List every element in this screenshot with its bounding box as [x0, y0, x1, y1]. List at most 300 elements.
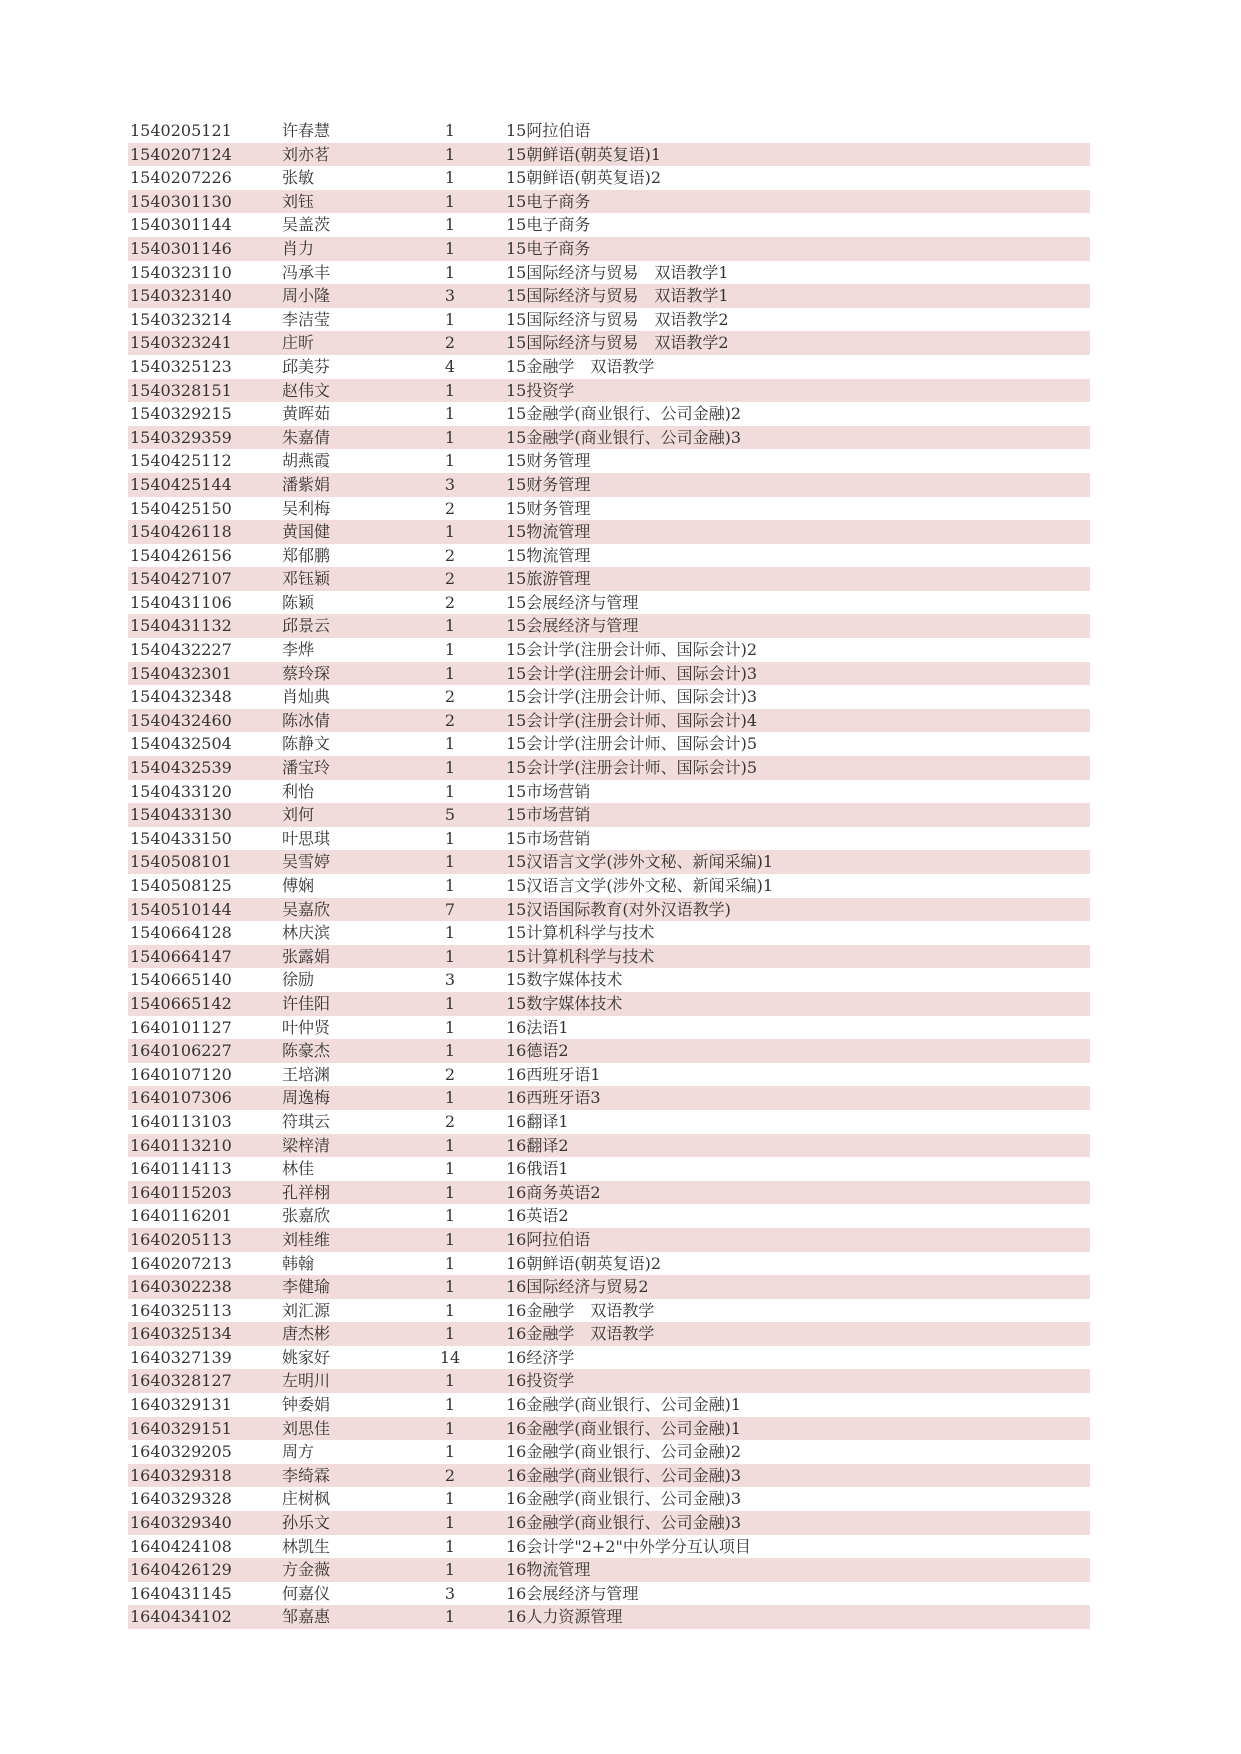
table-row: [128, 355, 1090, 379]
class-name-cell: 15汉语言文学(涉外文秘、新闻采编)1: [506, 852, 774, 872]
table-row: [128, 331, 1090, 355]
count-cell: 1: [444, 1607, 456, 1627]
count-cell: 1: [444, 852, 456, 872]
table-row: [128, 709, 1090, 733]
student-name-cell: 张露娟: [282, 946, 331, 966]
table-row: [128, 284, 1090, 308]
class-name-cell: 16法语1: [506, 1017, 569, 1037]
student-id-cell: 1540433150: [130, 828, 232, 848]
class-name-cell: 16英语2: [506, 1206, 569, 1226]
count-cell: 1: [444, 168, 456, 188]
table-row: [128, 638, 1090, 662]
table-row: [128, 119, 1090, 143]
student-name-cell: 陈颖: [282, 592, 315, 612]
count-cell: 3: [444, 970, 456, 990]
class-name-cell: 15物流管理: [506, 522, 591, 542]
table-row: [128, 1039, 1090, 1063]
class-name-cell: 15电子商务: [506, 238, 591, 258]
student-name-cell: 刘钰: [282, 191, 315, 211]
student-name-cell: 刘桂维: [282, 1229, 331, 1249]
student-name-cell: 李健瑜: [282, 1277, 331, 1297]
count-cell: 1: [444, 781, 456, 801]
class-name-cell: 15电子商务: [506, 215, 591, 235]
student-name-cell: 唐杰彬: [282, 1324, 331, 1344]
student-id-cell: 1540325123: [130, 356, 232, 376]
count-cell: 1: [444, 828, 456, 848]
table-row: [128, 520, 1090, 544]
count-cell: 1: [444, 616, 456, 636]
table-row: [128, 261, 1090, 285]
count-cell: 1: [444, 1300, 456, 1320]
count-cell: 2: [444, 710, 456, 730]
class-name-cell: 16金融学(商业银行、公司金融)2: [506, 1442, 742, 1462]
table-row: [128, 166, 1090, 190]
class-name-cell: 15金融学(商业银行、公司金融)2: [506, 404, 742, 424]
class-name-cell: 15金融学(商业银行、公司金融)3: [506, 427, 742, 447]
count-cell: 1: [444, 923, 456, 943]
student-id-cell: 1540665142: [130, 993, 232, 1013]
class-name-cell: 15财务管理: [506, 451, 591, 471]
table-row: [128, 685, 1090, 709]
count-cell: 2: [444, 1465, 456, 1485]
student-id-cell: 1640329318: [130, 1465, 232, 1485]
table-row: [128, 1299, 1090, 1323]
class-name-cell: 15会展经济与管理: [506, 592, 639, 612]
count-cell: 1: [444, 1017, 456, 1037]
class-name-cell: 16物流管理: [506, 1560, 591, 1580]
student-id-cell: 1640302238: [130, 1277, 232, 1297]
student-id-cell: 1640329340: [130, 1513, 232, 1533]
class-name-cell: 15朝鲜语(朝英复语)2: [506, 168, 662, 188]
student-name-cell: 潘紫娟: [282, 474, 331, 494]
class-name-cell: 15数字媒体技术: [506, 970, 623, 990]
table-row: [128, 1086, 1090, 1110]
class-name-cell: 15财务管理: [506, 474, 591, 494]
student-id-cell: 1640107306: [130, 1088, 232, 1108]
class-name-cell: 16翻译1: [506, 1111, 569, 1131]
table-row: [128, 379, 1090, 403]
table-row: [128, 1228, 1090, 1252]
student-name-cell: 肖灿典: [282, 687, 331, 707]
student-id-cell: 1540432460: [130, 710, 232, 730]
student-id-cell: 1540427107: [130, 569, 232, 589]
table-row: [128, 308, 1090, 332]
class-name-cell: 16会展经济与管理: [506, 1583, 639, 1603]
table-row: [128, 1558, 1090, 1582]
count-cell: 1: [444, 1536, 456, 1556]
student-id-cell: 1540323110: [130, 262, 232, 282]
student-name-cell: 钟委娟: [282, 1395, 331, 1415]
student-name-cell: 傅娴: [282, 876, 315, 895]
student-id-cell: 1540301144: [130, 215, 232, 235]
table-row: [128, 1582, 1090, 1606]
student-name-cell: 王培渊: [282, 1064, 331, 1084]
student-name-cell: 梁梓清: [282, 1135, 331, 1155]
count-cell: 1: [444, 1229, 456, 1249]
student-name-cell: 吴嘉欣: [282, 899, 331, 919]
count-cell: 1: [444, 1253, 456, 1273]
count-cell: 1: [444, 451, 456, 471]
table-row: [128, 992, 1090, 1016]
student-id-cell: 1540432504: [130, 734, 232, 754]
class-name-cell: 16金融学(商业银行、公司金融)1: [506, 1395, 742, 1415]
student-name-cell: 蔡玲琛: [282, 663, 331, 683]
table-row: [128, 1417, 1090, 1441]
count-cell: 5: [444, 805, 456, 825]
table-row: [128, 874, 1090, 898]
table-row: [128, 732, 1090, 756]
class-name-cell: 16会计学"2+2"中外学分互认项目: [506, 1536, 751, 1556]
table-row: [128, 898, 1090, 922]
table-row: [128, 1440, 1090, 1464]
table-row: [128, 1181, 1090, 1205]
count-cell: 1: [444, 144, 456, 164]
class-name-cell: 15财务管理: [506, 498, 591, 518]
student-id-cell: 1640431145: [130, 1583, 232, 1603]
class-name-cell: 15汉语言文学(涉外文秘、新闻采编)1: [506, 876, 774, 895]
count-cell: 1: [444, 1489, 456, 1509]
class-name-cell: 16翻译2: [506, 1135, 569, 1155]
class-name-cell: 15物流管理: [506, 545, 591, 565]
student-name-cell: 何嘉仪: [282, 1583, 331, 1603]
count-cell: 1: [444, 427, 456, 447]
table-row: [128, 544, 1090, 568]
student-id-cell: 1640424108: [130, 1536, 232, 1556]
student-id-cell: 1640207213: [130, 1253, 232, 1273]
class-name-cell: 15旅游管理: [506, 569, 591, 589]
count-cell: 1: [444, 1560, 456, 1580]
table-row: [128, 1322, 1090, 1346]
student-name-cell: 刘何: [282, 805, 315, 825]
class-name-cell: 15国际经济与贸易 双语教学1: [506, 262, 729, 282]
count-cell: 1: [444, 1159, 456, 1179]
student-name-cell: 邱美芬: [282, 356, 331, 376]
table-row: [128, 968, 1090, 992]
class-name-cell: 16俄语1: [506, 1159, 569, 1179]
count-cell: 3: [444, 1583, 456, 1603]
table-row: [128, 402, 1090, 426]
count-cell: 4: [444, 356, 456, 376]
class-name-cell: 15会计学(注册会计师、国际会计)5: [506, 758, 758, 778]
student-id-cell: 1540433120: [130, 781, 232, 801]
count-cell: 1: [444, 663, 456, 683]
class-name-cell: 16朝鲜语(朝英复语)2: [506, 1253, 662, 1273]
table-row: [128, 1204, 1090, 1228]
count-cell: 1: [444, 946, 456, 966]
count-cell: 1: [444, 1135, 456, 1155]
student-name-cell: 吴利梅: [282, 498, 331, 518]
class-name-cell: 16金融学(商业银行、公司金融)3: [506, 1489, 742, 1509]
table-row: [128, 756, 1090, 780]
student-id-cell: 1540664128: [130, 923, 232, 943]
student-id-cell: 1540301146: [130, 238, 232, 258]
student-name-cell: 林凯生: [282, 1536, 331, 1556]
class-name-cell: 16西班牙语3: [506, 1088, 601, 1108]
count-cell: 1: [444, 1324, 456, 1344]
student-name-cell: 黄晖茹: [282, 404, 331, 424]
student-name-cell: 陈冰倩: [282, 710, 331, 730]
table-row: [128, 1487, 1090, 1511]
student-name-cell: 刘亦茗: [282, 144, 331, 164]
table-row: [128, 1511, 1090, 1535]
student-id-cell: 1640114113: [130, 1159, 232, 1179]
count-cell: 1: [444, 1182, 456, 1202]
student-id-cell: 1540432539: [130, 758, 232, 778]
count-cell: 1: [444, 993, 456, 1013]
table-row: [128, 237, 1090, 261]
class-name-cell: 15汉语国际教育(对外汉语教学): [506, 899, 731, 919]
student-id-cell: 1640329131: [130, 1395, 232, 1415]
student-name-cell: 周方: [282, 1442, 315, 1462]
student-id-cell: 1540665140: [130, 970, 232, 990]
student-id-cell: 1640205113: [130, 1229, 232, 1249]
table-row: [128, 827, 1090, 851]
student-id-cell: 1640325113: [130, 1300, 232, 1320]
class-name-cell: 15朝鲜语(朝英复语)1: [506, 144, 662, 164]
student-id-cell: 1640325134: [130, 1324, 232, 1344]
class-name-cell: 15会展经济与管理: [506, 616, 639, 636]
table-row: [128, 1535, 1090, 1559]
student-id-cell: 1540207226: [130, 168, 232, 188]
class-name-cell: 16金融学(商业银行、公司金融)3: [506, 1465, 742, 1485]
class-name-cell: 16金融学(商业银行、公司金融)1: [506, 1418, 742, 1438]
student-id-cell: 1640434102: [130, 1607, 232, 1627]
class-name-cell: 15国际经济与贸易 双语教学2: [506, 333, 729, 353]
student-name-cell: 孙乐文: [282, 1513, 331, 1533]
student-id-cell: 1540425150: [130, 498, 232, 518]
count-cell: 1: [444, 1371, 456, 1391]
class-name-cell: 15金融学 双语教学: [506, 356, 655, 376]
student-name-cell: 周小隆: [282, 286, 331, 306]
student-id-cell: 1540323241: [130, 333, 232, 353]
student-name-cell: 李烨: [282, 640, 315, 660]
class-name-cell: 15市场营销: [506, 828, 591, 848]
student-name-cell: 许春慧: [282, 121, 331, 140]
table-row: [128, 945, 1090, 969]
count-cell: 1: [444, 522, 456, 542]
student-name-cell: 赵伟文: [282, 380, 331, 400]
student-id-cell: 1540432348: [130, 687, 232, 707]
table-row: [128, 591, 1090, 615]
table-row: [128, 497, 1090, 521]
class-name-cell: 16商务英语2: [506, 1182, 601, 1202]
table-row: [128, 1063, 1090, 1087]
class-name-cell: 16投资学: [506, 1371, 575, 1391]
table-row: [128, 803, 1090, 827]
count-cell: 1: [444, 215, 456, 235]
class-name-cell: 15数字媒体技术: [506, 993, 623, 1013]
student-name-cell: 韩翰: [282, 1253, 315, 1273]
count-cell: 1: [444, 1418, 456, 1438]
table-row: [128, 473, 1090, 497]
class-name-cell: 15计算机科学与技术: [506, 923, 655, 943]
student-name-cell: 黄国健: [282, 522, 331, 542]
count-cell: 1: [444, 1277, 456, 1297]
count-cell: 1: [444, 1395, 456, 1415]
count-cell: 1: [444, 1088, 456, 1108]
student-id-cell: 1540508101: [130, 852, 232, 872]
student-id-cell: 1640106227: [130, 1041, 232, 1061]
class-name-cell: 15市场营销: [506, 805, 591, 825]
student-id-cell: 1540323214: [130, 309, 232, 329]
student-name-cell: 邓钰颖: [282, 569, 331, 589]
student-name-cell: 吴盖茨: [282, 215, 331, 235]
class-name-cell: 15国际经济与贸易 双语教学1: [506, 286, 729, 306]
count-cell: 1: [444, 640, 456, 660]
student-name-cell: 庄树枫: [282, 1489, 331, 1509]
table-row: [128, 1134, 1090, 1158]
student-id-cell: 1640107120: [130, 1064, 232, 1084]
student-id-cell: 1540432227: [130, 640, 232, 660]
student-id-cell: 1540426118: [130, 522, 232, 542]
class-name-cell: 15电子商务: [506, 191, 591, 211]
student-id-cell: 1640115203: [130, 1182, 232, 1202]
student-name-cell: 邱景云: [282, 616, 331, 636]
student-id-cell: 1540431132: [130, 616, 232, 636]
table-row: [128, 426, 1090, 450]
student-name-cell: 林佳: [282, 1159, 315, 1179]
count-cell: 2: [444, 592, 456, 612]
student-id-cell: 1540431106: [130, 592, 232, 612]
table-row: [128, 1252, 1090, 1276]
table-row: [128, 1464, 1090, 1488]
student-id-cell: 1540323140: [130, 286, 232, 306]
count-cell: 1: [444, 758, 456, 778]
class-name-cell: 15会计学(注册会计师、国际会计)2: [506, 640, 758, 660]
student-id-cell: 1540510144: [130, 899, 232, 919]
student-name-cell: 徐励: [282, 970, 315, 990]
student-id-cell: 1640329205: [130, 1442, 232, 1462]
student-id-cell: 1540426156: [130, 545, 232, 565]
student-id-cell: 1540328151: [130, 380, 232, 400]
student-name-cell: 方金薇: [282, 1560, 331, 1580]
class-name-cell: 16金融学(商业银行、公司金融)3: [506, 1513, 742, 1533]
student-id-cell: 1540205121: [130, 121, 232, 140]
table-row: [128, 921, 1090, 945]
table-row: [128, 1016, 1090, 1040]
count-cell: 2: [444, 545, 456, 565]
count-cell: 1: [444, 1041, 456, 1061]
class-name-cell: 16阿拉伯语: [506, 1229, 591, 1249]
table-row: [128, 1275, 1090, 1299]
student-name-cell: 李绮霖: [282, 1465, 331, 1485]
table-row: [128, 1369, 1090, 1393]
table-row: [128, 1605, 1090, 1629]
student-name-cell: 肖力: [282, 238, 315, 258]
class-name-cell: 15国际经济与贸易 双语教学2: [506, 309, 729, 329]
count-cell: 1: [444, 1513, 456, 1533]
table-row: [128, 614, 1090, 638]
class-name-cell: 15会计学(注册会计师、国际会计)3: [506, 663, 758, 683]
count-cell: 2: [444, 333, 456, 353]
student-id-cell: 1640329328: [130, 1489, 232, 1509]
count-cell: 1: [444, 121, 456, 140]
student-name-cell: 郑郁鹏: [282, 545, 331, 565]
table-row: [128, 1393, 1090, 1417]
count-cell: 1: [444, 380, 456, 400]
student-name-cell: 朱嘉倩: [282, 427, 331, 447]
student-id-cell: 1640116201: [130, 1206, 232, 1226]
count-cell: 7: [444, 899, 456, 919]
class-name-cell: 15投资学: [506, 380, 575, 400]
student-name-cell: 利怡: [282, 781, 315, 801]
student-name-cell: 叶仲贤: [282, 1017, 331, 1037]
student-name-cell: 符琪云: [282, 1111, 331, 1131]
student-id-cell: 1540425144: [130, 474, 232, 494]
table-row: [128, 213, 1090, 237]
student-name-cell: 刘汇源: [282, 1300, 331, 1320]
student-name-cell: 冯承丰: [282, 262, 331, 282]
student-name-cell: 李洁莹: [282, 309, 331, 329]
count-cell: 2: [444, 569, 456, 589]
student-id-cell: 1640101127: [130, 1017, 232, 1037]
class-name-cell: 16金融学 双语教学: [506, 1324, 655, 1344]
class-name-cell: 16德语2: [506, 1041, 569, 1061]
student-id-cell: 1540301130: [130, 191, 232, 211]
table-row: [128, 190, 1090, 214]
student-id-cell: 1640426129: [130, 1560, 232, 1580]
count-cell: 2: [444, 1064, 456, 1084]
class-name-cell: 15市场营销: [506, 781, 591, 801]
student-id-cell: 1540432301: [130, 663, 232, 683]
student-name-cell: 孔祥栩: [282, 1182, 331, 1202]
student-name-cell: 姚家好: [282, 1347, 331, 1367]
count-cell: 1: [444, 734, 456, 754]
student-name-cell: 张敏: [282, 168, 315, 188]
class-name-cell: 15会计学(注册会计师、国际会计)3: [506, 687, 758, 707]
count-cell: 3: [444, 474, 456, 494]
student-id-cell: 1540329359: [130, 427, 232, 447]
student-id-cell: 1540433130: [130, 805, 232, 825]
data-table: [128, 119, 1090, 1629]
table-row: [128, 850, 1090, 874]
table-row: [128, 1157, 1090, 1181]
student-name-cell: 林庆滨: [282, 923, 331, 943]
student-id-cell: 1640327139: [130, 1347, 232, 1367]
student-id-cell: 1540664147: [130, 946, 232, 966]
count-cell: 14: [439, 1347, 461, 1367]
table-row: [128, 143, 1090, 167]
student-id-cell: 1540329215: [130, 404, 232, 424]
student-name-cell: 许佳阳: [282, 993, 331, 1013]
table-row: [128, 662, 1090, 686]
student-name-cell: 潘宝玲: [282, 758, 331, 778]
class-name-cell: 15计算机科学与技术: [506, 946, 655, 966]
student-id-cell: 1640113210: [130, 1135, 232, 1155]
student-name-cell: 陈豪杰: [282, 1041, 331, 1061]
student-name-cell: 吴雪婷: [282, 852, 331, 872]
class-name-cell: 16国际经济与贸易2: [506, 1277, 649, 1297]
student-name-cell: 周逸梅: [282, 1088, 331, 1108]
table-row: [128, 449, 1090, 473]
student-name-cell: 刘思佳: [282, 1418, 331, 1438]
student-id-cell: 1640329151: [130, 1418, 232, 1438]
class-name-cell: 15会计学(注册会计师、国际会计)5: [506, 734, 758, 754]
count-cell: 2: [444, 687, 456, 707]
count-cell: 1: [444, 1206, 456, 1226]
student-id-cell: 1640328127: [130, 1371, 232, 1391]
student-name-cell: 庄昕: [282, 333, 315, 353]
student-id-cell: 1540508125: [130, 876, 232, 895]
count-cell: 2: [444, 498, 456, 518]
count-cell: 1: [444, 1442, 456, 1462]
student-id-cell: 1640113103: [130, 1111, 232, 1131]
table-row: [128, 567, 1090, 591]
count-cell: 1: [444, 876, 456, 895]
student-name-cell: 陈静文: [282, 734, 331, 754]
student-name-cell: 张嘉欣: [282, 1206, 331, 1226]
class-name-cell: 16西班牙语1: [506, 1064, 601, 1084]
